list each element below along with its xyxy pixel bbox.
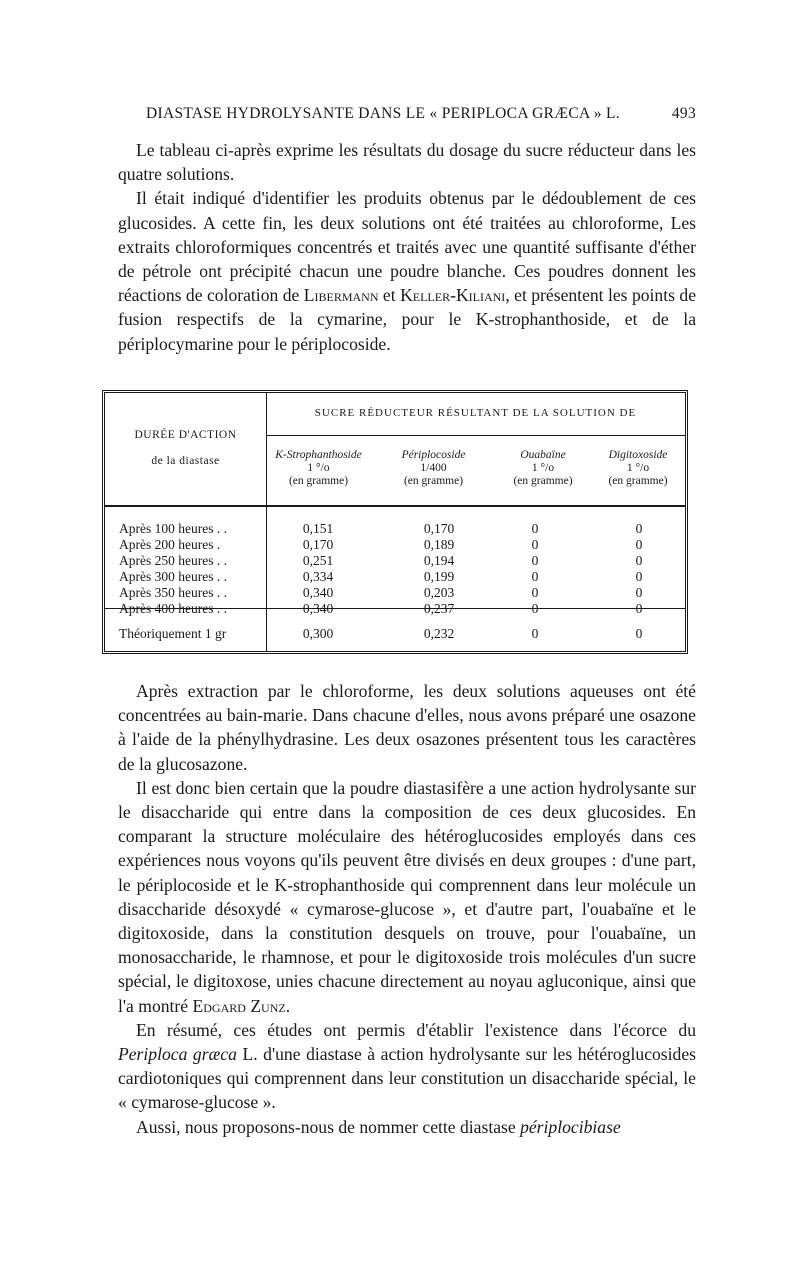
row-label: Après 200 heures .: [119, 537, 221, 552]
cell-value: 0: [531, 521, 539, 536]
cell-value: 0,340: [302, 601, 334, 616]
cell-value: 0,300: [302, 626, 334, 641]
cell-value: 0,170: [423, 521, 455, 536]
column-unit: (en gramme): [403, 475, 464, 487]
cell-value: 0,334: [302, 569, 334, 584]
body-text: [118, 679, 696, 1139]
paragraph-6-text: Aussi, nous proposons-nous de nommer cette diastase: [136, 1116, 521, 1137]
cell-value: 0: [531, 537, 539, 552]
paragraph-2-and: et: [378, 285, 401, 306]
table-header-rule: [266, 435, 685, 436]
table-row-header-2: de la diastase: [151, 455, 220, 467]
table-span-header: SUCRE RÉDUCTEUR RÉSULTANT DE LA SOLUTION DE: [314, 407, 637, 419]
row-label: Après 400 heures . .: [119, 601, 227, 616]
species-name: Periploca græca: [118, 1044, 237, 1065]
paragraph-1: Le tableau ci-après exprime les résultats du dosage du sucre réducteur dans les quatre solutions.: [118, 140, 696, 185]
column-unit: (en gramme): [513, 475, 573, 487]
cell-value: 0: [635, 585, 643, 600]
row-label: Après 350 heures . .: [119, 585, 227, 600]
cell-value: 0: [635, 521, 643, 536]
column-unit: (en gramme): [288, 475, 349, 487]
cell-value: 0: [531, 569, 539, 584]
paragraph-5-text-b: L. d'une diastase à action hydrolysante sur les hétéroglucosides cardiotoniques qui comprennent dans leur constitution un disaccharide spécial, le « cymarose-glucose ».: [118, 1044, 696, 1113]
results-table: [102, 390, 688, 654]
cell-value: 0: [635, 569, 643, 584]
column-name: Digitoxoside: [608, 449, 668, 461]
column-unit: (en gramme): [608, 475, 668, 487]
cell-value: 0: [531, 585, 539, 600]
cell-value: 0: [635, 537, 643, 552]
paragraph-5-text-a: En résumé, ces études ont permis d'établir l'existence dans l'écorce du: [136, 1019, 696, 1040]
cell-value: 0,340: [302, 585, 334, 600]
column-header-k-strophanthoside: [266, 449, 371, 488]
cell-value: 0,203: [423, 585, 455, 600]
cell-value: 0,251: [302, 553, 334, 568]
column-header-digitoxoside: [590, 449, 686, 488]
cell-value: 0,194: [423, 553, 455, 568]
row-label: Après 250 heures . .: [119, 553, 227, 568]
cell-value: 0,151: [302, 521, 334, 536]
page-number: 493: [671, 105, 696, 122]
enzyme-name: périplocibiase: [520, 1116, 621, 1137]
paragraph-2-text-a: Il était indiqué d'identifier les produits obtenus par le dédoublement de ces glucosides. A cette fin, les deux solutions ont été traitées au chloroforme, Les extraits chloroformiques concentrés et traités avec une quantité suffisante d'éther de pétrole ont précipité chacun une poudre blanche. Ces poudres donnent les réactions de coloration de: [118, 188, 696, 306]
cell-value: 0: [531, 601, 539, 616]
paragraph-2-text-b: , et présentent les points de fusion respectifs de la cymarine, pour le K-strophanthoside, et de la périplocymarine pour le périplocoside.: [118, 285, 696, 354]
column-concentration: 1 °/o: [626, 462, 650, 474]
row-label: Après 300 heures . .: [119, 569, 227, 584]
paragraph-6: [118, 1115, 696, 1139]
row-label: Théoriquement 1 gr: [119, 626, 227, 641]
paragraph-4-text: Il est donc bien certain que la poudre diastasifère a une action hydrolysante sur le disaccharide qui entre dans la composition de ces deux glucosides. En comparant la structure moléculaire des hétéroglucosides employés dans ces expériences nous voyons qu'ils peuvent être divisés en deux groupes : d'une part, le périplocoside et le K-strophanthoside qui comprennent dans leur molécule un disaccharide désoxydé « cymarose-glucose », et d'autre part, l'ouabaïne et le digitoxoside, dans la constitution desquels on trouve, pour l'ouabaïne, un monosaccharide, le rhamnose, et pour le digitoxoside trois molécules d'un sucre spécial, le digitoxose, unies chacune directement au noyau agluconique, ainsi que l'a montré: [118, 777, 696, 1016]
table-body-rule: [105, 505, 685, 507]
author-keller-kiliani: Keller-Kiliani: [400, 285, 506, 306]
cell-value: 0: [635, 553, 643, 568]
paragraph-4-end: .: [285, 995, 291, 1016]
paragraph-2: [118, 186, 696, 355]
cell-value: 0,237: [423, 601, 455, 616]
paragraph-4: [118, 776, 696, 1018]
author-zunz: Edgard Zunz: [192, 995, 286, 1016]
cell-value: 0: [635, 626, 643, 641]
cell-value: 0,199: [423, 569, 455, 584]
cell-value: 0: [635, 601, 643, 616]
cell-value: 0,189: [423, 537, 455, 552]
column-header-ouabaine: [488, 449, 598, 488]
column-header-periplocoside: [376, 449, 491, 488]
author-libermann: Libermann: [303, 285, 379, 306]
cell-value: 0,232: [423, 626, 455, 641]
cell-value: 0,170: [302, 537, 334, 552]
table-vertical-rule: [266, 393, 267, 651]
cell-value: 0: [531, 626, 539, 641]
column-name: Ouabaïne: [520, 449, 566, 461]
intro-text: [118, 138, 696, 356]
paragraph-5: [118, 1018, 696, 1115]
column-concentration: 1 °/o: [307, 462, 330, 474]
column-concentration: 1 °/o: [531, 462, 555, 474]
column-concentration: 1/400: [420, 462, 447, 474]
table-row-header-1: DURÉE D'ACTION: [134, 429, 237, 441]
column-name: Périplocoside: [401, 449, 466, 461]
paragraph-3: Après extraction par le chloroforme, les deux solutions aqueuses ont été concentrées au bain-marie. Dans chacune d'elles, nous avons préparé une osazone à l'aide de la phénylhydrasine. Les deux osazones présentent tous les caractères de la glucosazone.: [118, 681, 696, 774]
row-label: Après 100 heures . .: [119, 521, 227, 536]
running-title: DIASTASE HYDROLYSANTE DANS LE « PERIPLOCA GRÆCA » L.: [146, 105, 620, 122]
column-name: K-Strophanthoside: [275, 449, 362, 461]
cell-value: 0: [531, 553, 539, 568]
